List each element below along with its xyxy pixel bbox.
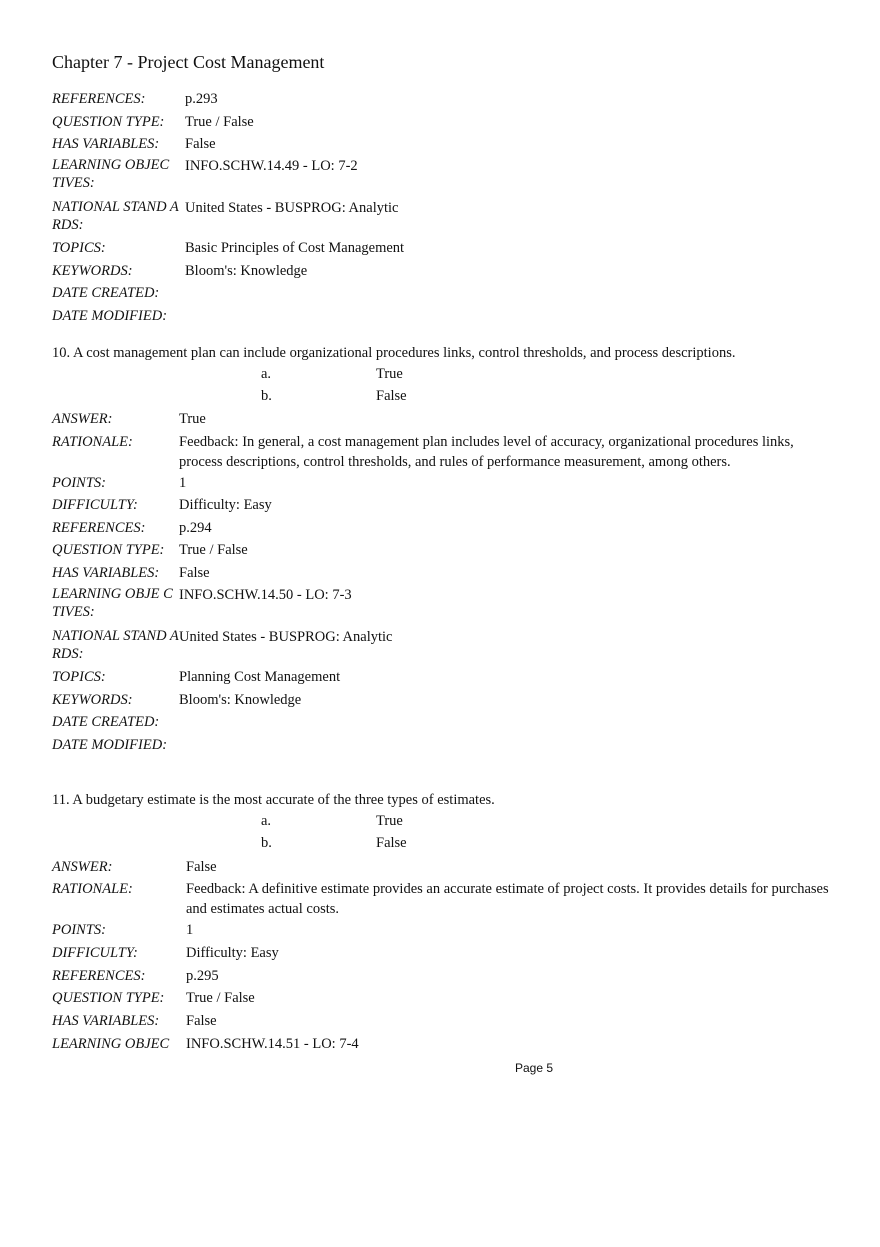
page-number: Page 5: [515, 1061, 554, 1075]
label-question-type: QUESTION TYPE:: [52, 542, 165, 558]
label-question-type: QUESTION TYPE:: [52, 114, 165, 130]
value-has-variables: False: [186, 1013, 217, 1029]
option-letter: b.: [261, 388, 272, 404]
label-date-created: DATE CREATED:: [52, 714, 160, 730]
option-text: False: [376, 835, 407, 851]
label-difficulty: DIFFICULTY:: [52, 497, 138, 513]
value-difficulty: Difficulty: Easy: [186, 945, 279, 961]
label-answer: ANSWER:: [52, 859, 113, 875]
value-references: p.293: [185, 91, 218, 107]
value-rationale: Feedback: A definitive estimate provides an accurate estimate of project costs. It provides details for purchases and estimates actual costs.: [186, 881, 829, 917]
label-date-modified: DATE MODIFIED:: [52, 737, 168, 753]
label-has-variables: HAS VARIABLES:: [52, 1013, 160, 1029]
option-text: False: [376, 388, 407, 404]
label-points: POINTS:: [52, 922, 106, 938]
option-text: True: [376, 813, 403, 829]
value-points: 1: [186, 922, 194, 938]
value-national-standards: United States - BUSPROG: Analytic: [179, 629, 393, 645]
question-text: 11. A budgetary estimate is the most accurate of the three types of estimates.: [52, 792, 495, 808]
value-question-type: True / False: [185, 114, 254, 130]
label-has-variables: HAS VARIABLES:: [52, 565, 160, 581]
value-topics: Basic Principles of Cost Management: [185, 240, 405, 256]
value-difficulty: Difficulty: Easy: [179, 497, 272, 513]
label-topics: TOPICS:: [52, 240, 106, 256]
value-rationale: Feedback: In general, a cost management plan includes level of accuracy, organizational procedures links, process descriptions, control thresholds, and rules of performance measurement, among others.: [179, 434, 794, 470]
value-learning-objectives: INFO.SCHW.14.49 - LO: 7-2: [185, 158, 358, 174]
label-references: REFERENCES:: [52, 968, 146, 984]
label-rationale: RATIONALE:: [52, 434, 133, 450]
option-letter: a.: [261, 366, 272, 382]
value-learning-objectives: INFO.SCHW.14.50 - LO: 7-3: [179, 587, 352, 603]
label-topics: TOPICS:: [52, 669, 106, 685]
label-learning-objectives: LEARNING OBJEC: [52, 1036, 170, 1052]
label-date-modified: DATE MODIFIED:: [52, 308, 168, 324]
option-letter: b.: [261, 835, 272, 851]
value-national-standards: United States - BUSPROG: Analytic: [185, 200, 399, 216]
label-keywords: KEYWORDS:: [52, 263, 133, 279]
value-question-type: True / False: [186, 990, 255, 1006]
label-rationale: RATIONALE:: [52, 881, 133, 897]
value-answer: False: [186, 859, 217, 875]
label-question-type: QUESTION TYPE:: [52, 990, 165, 1006]
label-learning-objectives: LEARNING OBJE CTIVES:: [52, 586, 173, 620]
value-answer: True: [179, 411, 206, 427]
value-topics: Planning Cost Management: [179, 669, 341, 685]
value-has-variables: False: [179, 565, 210, 581]
value-keywords: Bloom's: Knowledge: [185, 263, 308, 279]
value-references: p.294: [179, 520, 212, 536]
label-national-standards: NATIONAL STAND ARDS:: [52, 199, 179, 233]
label-keywords: KEYWORDS:: [52, 692, 133, 708]
value-references: p.295: [186, 968, 219, 984]
chapter-title: Chapter 7 - Project Cost Management: [52, 52, 325, 72]
value-learning-objectives: INFO.SCHW.14.51 - LO: 7-4: [186, 1036, 359, 1052]
value-keywords: Bloom's: Knowledge: [179, 692, 302, 708]
label-has-variables: HAS VARIABLES:: [52, 136, 160, 152]
label-national-standards: NATIONAL STAND ARDS:: [52, 628, 179, 662]
question-text: 10. A cost management plan can include organizational procedures links, control thresholds, and process descriptions.: [52, 345, 736, 361]
value-question-type: True / False: [179, 542, 248, 558]
label-learning-objectives: LEARNING OBJEC TIVES:: [52, 157, 170, 191]
label-references: REFERENCES:: [52, 520, 146, 536]
option-text: True: [376, 366, 403, 382]
value-has-variables: False: [185, 136, 216, 152]
label-references: REFERENCES:: [52, 91, 146, 107]
label-answer: ANSWER:: [52, 411, 113, 427]
label-points: POINTS:: [52, 475, 106, 491]
label-date-created: DATE CREATED:: [52, 285, 160, 301]
label-difficulty: DIFFICULTY:: [52, 945, 138, 961]
option-letter: a.: [261, 813, 272, 829]
value-points: 1: [179, 475, 187, 491]
